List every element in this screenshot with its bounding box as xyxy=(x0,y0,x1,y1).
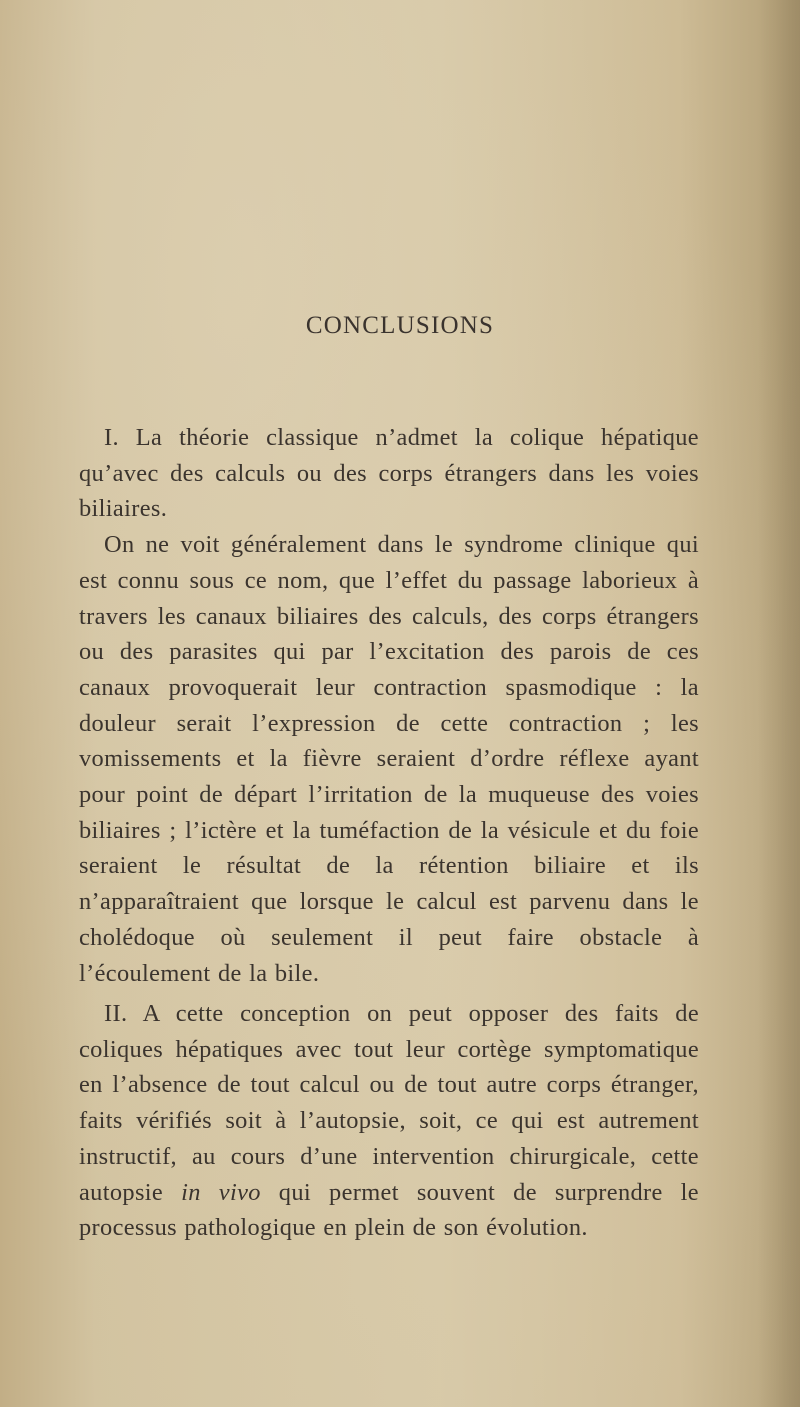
paragraph-3-text-a: II. A cette conception on peut opposer des faits de coliques hépatiques avec tout leur cortège symptomatique en l’absence de tout calcul ou de tout autre corps étranger, faits vérifiés soit à l’autopsie, soit, ce qui est autrement instructif, au cours d’une intervention chirurgicale, cette autopsie xyxy=(79,1000,699,1206)
section-1 xyxy=(79,420,699,991)
section-2 xyxy=(79,996,699,1246)
paragraph-3-italic: in vivo xyxy=(181,1178,261,1206)
paragraph-2: On ne voit généralement dans le syndrome clinique qui est connu sous ce nom, que l’effet du passage laborieux à travers les canaux biliaires des calculs, des corps étrangers ou des parasites qui par l’excitation des parois de ces canaux provoquerait leur contraction spasmodique : la douleur serait l’expression de cette contraction ; les vomissements et la fièvre seraient d’ordre réflexe ayant pour point de départ l’irritation de la muqueuse des voies biliaires ; l’ictère et la tuméfaction de la vésicule et du foie seraient le résultat de la rétention biliaire et ils n’apparaîtraient que lorsque le calcul est parvenu dans le cholédoque où seulement il peut faire obstacle à l’écoulement de la bile. xyxy=(79,531,699,987)
page-edge-shadow xyxy=(758,0,800,1407)
page-title: CONCLUSIONS xyxy=(305,312,495,339)
paragraph-3-text-b: qui permet souvent de surprendre le processus pathologique en plein de son évolution. xyxy=(79,1178,699,1242)
paragraph-3 xyxy=(79,996,699,1246)
paragraph-1: I. La théorie classique n’admet la colique hépatique qu’avec des calculs ou des corps étrangers dans les voies biliaires. xyxy=(79,424,699,523)
